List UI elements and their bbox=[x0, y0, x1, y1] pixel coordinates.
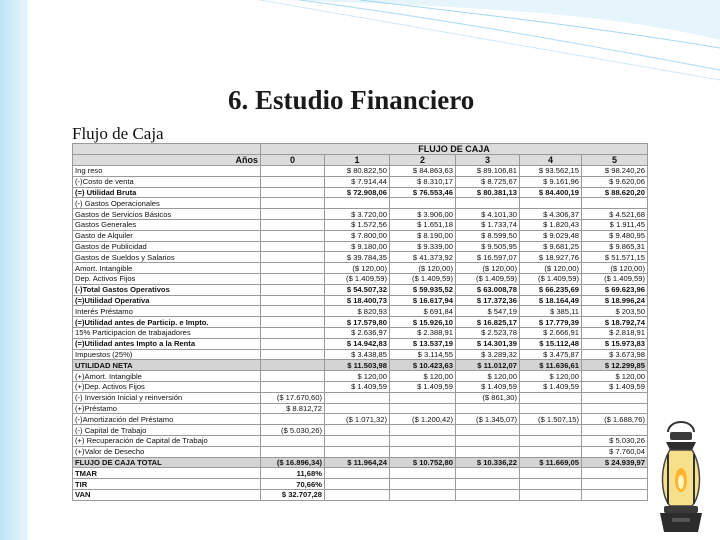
table-cell: $ 76.553,46 bbox=[390, 187, 456, 198]
table-cell: ($ 1.409,59) bbox=[520, 273, 582, 284]
table-cell: $ 120,00 bbox=[520, 371, 582, 382]
table-row bbox=[73, 263, 648, 274]
table-cell: 70,66% bbox=[261, 479, 325, 490]
table-cell bbox=[582, 425, 648, 436]
table-cell bbox=[456, 479, 520, 490]
row-label: (+)Préstamo bbox=[73, 403, 261, 414]
table-cell: $ 2.388,91 bbox=[390, 327, 456, 338]
column-header: 0 bbox=[261, 155, 325, 166]
slide-title: 6. Estudio Financiero bbox=[228, 85, 475, 115]
column-header: 1 bbox=[325, 155, 390, 166]
table-cell: $ 3.673,98 bbox=[582, 349, 648, 360]
table-cell bbox=[325, 479, 390, 490]
table-cell: $ 59.935,52 bbox=[390, 284, 456, 295]
table-cell bbox=[261, 166, 325, 177]
table-cell bbox=[325, 403, 390, 414]
table-cell: ($ 1.507,15) bbox=[520, 414, 582, 425]
row-label: (+)Amort. Intangible bbox=[73, 371, 261, 382]
table-row bbox=[73, 219, 648, 230]
table-row bbox=[73, 252, 648, 263]
top-wave-decoration bbox=[0, 0, 720, 90]
row-label: FLUJO DE CAJA TOTAL bbox=[73, 457, 261, 468]
table-cell: $ 63.008,78 bbox=[456, 284, 520, 295]
table-cell: $ 7.760,04 bbox=[582, 446, 648, 457]
table-cell: $ 3.438,85 bbox=[325, 349, 390, 360]
row-label: Gastos Generales bbox=[73, 219, 261, 230]
table-cell bbox=[261, 273, 325, 284]
table-cell: $ 9.681,25 bbox=[520, 241, 582, 252]
table-cell bbox=[520, 435, 582, 446]
table-cell: $ 691,84 bbox=[390, 306, 456, 317]
row-label: (=)Utilidad antes de Particip. e Impto. bbox=[73, 317, 261, 328]
table-cell: $ 3.114,55 bbox=[390, 349, 456, 360]
row-label: TMAR bbox=[73, 468, 261, 479]
table-cell bbox=[261, 209, 325, 220]
table-row bbox=[73, 306, 648, 317]
table-cell: $ 15.112,48 bbox=[520, 338, 582, 349]
table-cell: $ 18.996,24 bbox=[582, 295, 648, 306]
table-cell: $ 1.820,43 bbox=[520, 219, 582, 230]
table-cell bbox=[261, 381, 325, 392]
table-cell bbox=[325, 468, 390, 479]
table-cell: $ 51.571,15 bbox=[582, 252, 648, 263]
table-cell bbox=[390, 392, 456, 403]
table-cell: $ 1.409,59 bbox=[325, 381, 390, 392]
table-row bbox=[73, 176, 648, 187]
table-cell: $ 69.623,96 bbox=[582, 284, 648, 295]
table-cell bbox=[520, 392, 582, 403]
table-cell: $ 1.733,74 bbox=[456, 219, 520, 230]
table-cell: ($ 1.409,59) bbox=[325, 273, 390, 284]
table-cell bbox=[261, 360, 325, 371]
table-cell bbox=[582, 468, 648, 479]
row-label: (=)Utilidad Operativa bbox=[73, 295, 261, 306]
table-cell: $ 9.865,31 bbox=[582, 241, 648, 252]
row-label: 15% Participacion de trabajadores bbox=[73, 327, 261, 338]
table-cell bbox=[390, 435, 456, 446]
table-cell: $ 9.620,06 bbox=[582, 176, 648, 187]
table-cell: $ 84.400,19 bbox=[520, 187, 582, 198]
table-cell: ($ 1.409,59) bbox=[456, 273, 520, 284]
table-cell bbox=[520, 198, 582, 209]
table-cell: $ 10.752,80 bbox=[390, 457, 456, 468]
table-cell: $ 1.409,59 bbox=[456, 381, 520, 392]
table-row bbox=[73, 241, 648, 252]
table-row bbox=[73, 446, 648, 457]
table-cell: $ 72.908,06 bbox=[325, 187, 390, 198]
table-cell: $ 88.620,20 bbox=[582, 187, 648, 198]
table-cell: $ 12.299,85 bbox=[582, 360, 648, 371]
table-cell: 11,68% bbox=[261, 468, 325, 479]
table-cell bbox=[520, 403, 582, 414]
table-cell bbox=[261, 327, 325, 338]
table-cell: $ 89.106,81 bbox=[456, 166, 520, 177]
table-cell: ($ 1.409,59) bbox=[390, 273, 456, 284]
table-cell: $ 14.301,39 bbox=[456, 338, 520, 349]
table-row bbox=[73, 209, 648, 220]
column-header: 3 bbox=[456, 155, 520, 166]
table-cell: $ 120,00 bbox=[325, 371, 390, 382]
table-cell: $ 1.409,59 bbox=[520, 381, 582, 392]
row-label: Gastos de Publicidad bbox=[73, 241, 261, 252]
table-cell: $ 1.409,59 bbox=[390, 381, 456, 392]
row-label: (-) Inversión Inicial y reinversión bbox=[73, 392, 261, 403]
table-cell: ($ 17.670,60) bbox=[261, 392, 325, 403]
table-row bbox=[73, 273, 648, 284]
table-cell bbox=[261, 317, 325, 328]
table-cell: $ 8.190,00 bbox=[390, 230, 456, 241]
table-title: FLUJO DE CAJA bbox=[261, 144, 648, 155]
table-cell bbox=[390, 425, 456, 436]
table-cell: ($ 1.071,32) bbox=[325, 414, 390, 425]
row-label: (=) Utilidad Bruta bbox=[73, 187, 261, 198]
table-cell: $ 16.617,94 bbox=[390, 295, 456, 306]
table-cell: $ 11.503,98 bbox=[325, 360, 390, 371]
table-title-spacer bbox=[73, 144, 261, 155]
table-cell: $ 11.669,05 bbox=[520, 457, 582, 468]
table-cell: $ 385,11 bbox=[520, 306, 582, 317]
row-label: Gastos de Sueldos y Salarios bbox=[73, 252, 261, 263]
table-cell: $ 2.523,78 bbox=[456, 327, 520, 338]
table-row bbox=[73, 414, 648, 425]
table-cell: $ 3.720,00 bbox=[325, 209, 390, 220]
table-cell: $ 3.289,32 bbox=[456, 349, 520, 360]
table-cell: $ 8.725,67 bbox=[456, 176, 520, 187]
table-cell: $ 4.521,68 bbox=[582, 209, 648, 220]
table-cell: $ 17.372,36 bbox=[456, 295, 520, 306]
table-cell: $ 16.825,17 bbox=[456, 317, 520, 328]
table-cell bbox=[582, 479, 648, 490]
table-cell: $ 9.505,95 bbox=[456, 241, 520, 252]
row-label: UTILIDAD NETA bbox=[73, 360, 261, 371]
table-row bbox=[73, 381, 648, 392]
row-label: Amort. Intangible bbox=[73, 263, 261, 274]
table-cell: $ 1.911,45 bbox=[582, 219, 648, 230]
column-header: 4 bbox=[520, 155, 582, 166]
row-label: (+)Dep. Activos Fijos bbox=[73, 381, 261, 392]
table-cell bbox=[261, 219, 325, 230]
table-cell: $ 9.029,48 bbox=[520, 230, 582, 241]
row-label: Ing reso bbox=[73, 166, 261, 177]
table-cell bbox=[325, 425, 390, 436]
table-row bbox=[73, 327, 648, 338]
table-row bbox=[73, 425, 648, 436]
row-label: (-)Total Gastos Operativos bbox=[73, 284, 261, 295]
table-cell: $ 80.381,13 bbox=[456, 187, 520, 198]
table-cell bbox=[456, 435, 520, 446]
table-cell: $ 2.636,97 bbox=[325, 327, 390, 338]
table-row bbox=[73, 360, 648, 371]
table-cell: $ 120,00 bbox=[390, 371, 456, 382]
row-label: (+)Valor de Desecho bbox=[73, 446, 261, 457]
table-row bbox=[73, 166, 648, 177]
table-cell bbox=[456, 489, 520, 500]
table-cell bbox=[261, 198, 325, 209]
table-cell: ($ 120,00) bbox=[520, 263, 582, 274]
table-cell: $ 8.310,17 bbox=[390, 176, 456, 187]
row-label: (+) Recuperación de Capital de Trabajo bbox=[73, 435, 261, 446]
table-cell bbox=[390, 489, 456, 500]
table-cell bbox=[520, 479, 582, 490]
row-label: Gasto de Alquiler bbox=[73, 230, 261, 241]
table-cell bbox=[582, 403, 648, 414]
table-cell: $ 4.306,37 bbox=[520, 209, 582, 220]
cash-flow-table bbox=[72, 143, 648, 501]
table-cell bbox=[261, 349, 325, 360]
table-cell: $ 7.914,44 bbox=[325, 176, 390, 187]
table-cell: $ 1.572,56 bbox=[325, 219, 390, 230]
table-cell: $ 1.651,18 bbox=[390, 219, 456, 230]
table-cell: $ 203,50 bbox=[582, 306, 648, 317]
table-cell bbox=[325, 435, 390, 446]
table-cell bbox=[261, 241, 325, 252]
table-cell: $ 120,00 bbox=[582, 371, 648, 382]
table-cell: $ 820,93 bbox=[325, 306, 390, 317]
table-cell: $ 15.926,10 bbox=[390, 317, 456, 328]
row-label: Impuestos (25%) bbox=[73, 349, 261, 360]
table-cell bbox=[325, 489, 390, 500]
table-cell: $ 10.336,22 bbox=[456, 457, 520, 468]
table-cell bbox=[261, 338, 325, 349]
table-cell bbox=[261, 295, 325, 306]
table-cell: ($ 120,00) bbox=[582, 263, 648, 274]
table-cell bbox=[582, 392, 648, 403]
table-cell bbox=[261, 263, 325, 274]
table-row bbox=[73, 489, 648, 500]
table-cell bbox=[456, 403, 520, 414]
table-cell: $ 16.597,07 bbox=[456, 252, 520, 263]
row-label: TIR bbox=[73, 479, 261, 490]
table-cell: $ 9.480,95 bbox=[582, 230, 648, 241]
table-cell: $ 18.927,76 bbox=[520, 252, 582, 263]
table-row bbox=[73, 230, 648, 241]
table-cell: $ 18.400,73 bbox=[325, 295, 390, 306]
table-cell: ($ 120,00) bbox=[456, 263, 520, 274]
table-cell: $ 10.423,63 bbox=[390, 360, 456, 371]
table-cell: $ 2.818,91 bbox=[582, 327, 648, 338]
table-cell: ($ 861,30) bbox=[456, 392, 520, 403]
table-row bbox=[73, 338, 648, 349]
table-cell bbox=[520, 468, 582, 479]
table-cell: $ 13.537,19 bbox=[390, 338, 456, 349]
row-label: (-) Gastos Operacionales bbox=[73, 198, 261, 209]
table-cell bbox=[520, 425, 582, 436]
table-row bbox=[73, 435, 648, 446]
table-cell bbox=[390, 403, 456, 414]
table-row bbox=[73, 403, 648, 414]
table-cell: $ 11.636,61 bbox=[520, 360, 582, 371]
row-label: Dep. Activos Fijos bbox=[73, 273, 261, 284]
table-cell: $ 8.599,50 bbox=[456, 230, 520, 241]
table-cell bbox=[390, 198, 456, 209]
table-row bbox=[73, 392, 648, 403]
table-cell bbox=[325, 198, 390, 209]
table-cell: $ 11.964,24 bbox=[325, 457, 390, 468]
table-cell: ($ 1.688,76) bbox=[582, 414, 648, 425]
table-cell: $ 80.822,50 bbox=[325, 166, 390, 177]
table-row bbox=[73, 479, 648, 490]
table-cell: $ 2.666,91 bbox=[520, 327, 582, 338]
table-cell: $ 54.507,32 bbox=[325, 284, 390, 295]
table-cell: $ 7.800,00 bbox=[325, 230, 390, 241]
table-cell: $ 93.562,15 bbox=[520, 166, 582, 177]
cash-flow-table-image bbox=[72, 143, 647, 535]
table-cell bbox=[261, 446, 325, 457]
table-cell: $ 17.779,39 bbox=[520, 317, 582, 328]
row-label: (-)Amortización del Préstamo bbox=[73, 414, 261, 425]
table-cell: $ 8.812,72 bbox=[261, 403, 325, 414]
row-label: Interés Préstamo bbox=[73, 306, 261, 317]
table-row bbox=[73, 371, 648, 382]
years-label: Años bbox=[73, 155, 261, 166]
table-cell: $ 9.161,96 bbox=[520, 176, 582, 187]
table-cell bbox=[261, 371, 325, 382]
table-cell: $ 4.101,30 bbox=[456, 209, 520, 220]
table-cell: ($ 16.896,34) bbox=[261, 457, 325, 468]
table-cell bbox=[325, 446, 390, 457]
slide-subtitle: Flujo de Caja bbox=[72, 124, 164, 143]
table-cell: $ 9.339,00 bbox=[390, 241, 456, 252]
row-label: (=)Utilidad antes Impto a la Renta bbox=[73, 338, 261, 349]
table-cell: $ 17.579,80 bbox=[325, 317, 390, 328]
table-cell: $ 15.973,83 bbox=[582, 338, 648, 349]
table-cell bbox=[390, 479, 456, 490]
table-cell bbox=[261, 306, 325, 317]
table-cell: $ 3.475,87 bbox=[520, 349, 582, 360]
table-cell bbox=[390, 468, 456, 479]
table-cell: $ 1.409,59 bbox=[582, 381, 648, 392]
table-cell bbox=[390, 446, 456, 457]
table-cell: $ 66.235,69 bbox=[520, 284, 582, 295]
table-cell bbox=[261, 187, 325, 198]
table-cell bbox=[582, 489, 648, 500]
table-cell bbox=[261, 230, 325, 241]
table-cell: ($ 5.030,26) bbox=[261, 425, 325, 436]
row-label: VAN bbox=[73, 489, 261, 500]
row-label: (-) Capital de Trabajo bbox=[73, 425, 261, 436]
table-row bbox=[73, 284, 648, 295]
table-cell: $ 32.707,28 bbox=[261, 489, 325, 500]
table-cell bbox=[261, 176, 325, 187]
table-row bbox=[73, 295, 648, 306]
table-cell: $ 39.784,35 bbox=[325, 252, 390, 263]
table-cell bbox=[456, 446, 520, 457]
table-cell: ($ 120,00) bbox=[390, 263, 456, 274]
table-row bbox=[73, 457, 648, 468]
table-cell: $ 120,00 bbox=[456, 371, 520, 382]
table-row bbox=[73, 198, 648, 209]
table-title-row bbox=[73, 144, 648, 155]
column-header: 2 bbox=[390, 155, 456, 166]
row-label: Gastos de Servicios Básicos bbox=[73, 209, 261, 220]
table-cell bbox=[261, 252, 325, 263]
table-cell: $ 41.373,92 bbox=[390, 252, 456, 263]
table-cell bbox=[520, 489, 582, 500]
table-cell: ($ 1.200,42) bbox=[390, 414, 456, 425]
table-cell bbox=[456, 198, 520, 209]
table-cell bbox=[520, 446, 582, 457]
row-label: (-)Costo de venta bbox=[73, 176, 261, 187]
table-cell bbox=[456, 425, 520, 436]
cash-flow-table-body bbox=[73, 144, 648, 501]
table-row bbox=[73, 349, 648, 360]
table-cell bbox=[325, 392, 390, 403]
table-cell: $ 9.180,00 bbox=[325, 241, 390, 252]
table-cell: $ 84.863,63 bbox=[390, 166, 456, 177]
table-cell: $ 18.792,74 bbox=[582, 317, 648, 328]
table-cell: ($ 120,00) bbox=[325, 263, 390, 274]
table-cell: $ 18.164,49 bbox=[520, 295, 582, 306]
oil-lantern-icon bbox=[650, 420, 712, 535]
table-cell: $ 14.942,83 bbox=[325, 338, 390, 349]
table-row bbox=[73, 187, 648, 198]
column-header: 5 bbox=[582, 155, 648, 166]
table-cell bbox=[261, 414, 325, 425]
table-cell: $ 3.906,00 bbox=[390, 209, 456, 220]
table-cell bbox=[582, 198, 648, 209]
table-cell: $ 5.030,26 bbox=[582, 435, 648, 446]
table-cell: ($ 1.345,07) bbox=[456, 414, 520, 425]
table-cell: $ 547,19 bbox=[456, 306, 520, 317]
table-header-row bbox=[73, 155, 648, 166]
table-cell: $ 11.012,07 bbox=[456, 360, 520, 371]
table-cell: $ 98.240,26 bbox=[582, 166, 648, 177]
table-cell: ($ 1.409,59) bbox=[582, 273, 648, 284]
table-cell bbox=[456, 468, 520, 479]
table-row bbox=[73, 468, 648, 479]
table-cell bbox=[261, 435, 325, 446]
table-row bbox=[73, 317, 648, 328]
table-cell: $ 24.939,97 bbox=[582, 457, 648, 468]
table-cell bbox=[261, 284, 325, 295]
